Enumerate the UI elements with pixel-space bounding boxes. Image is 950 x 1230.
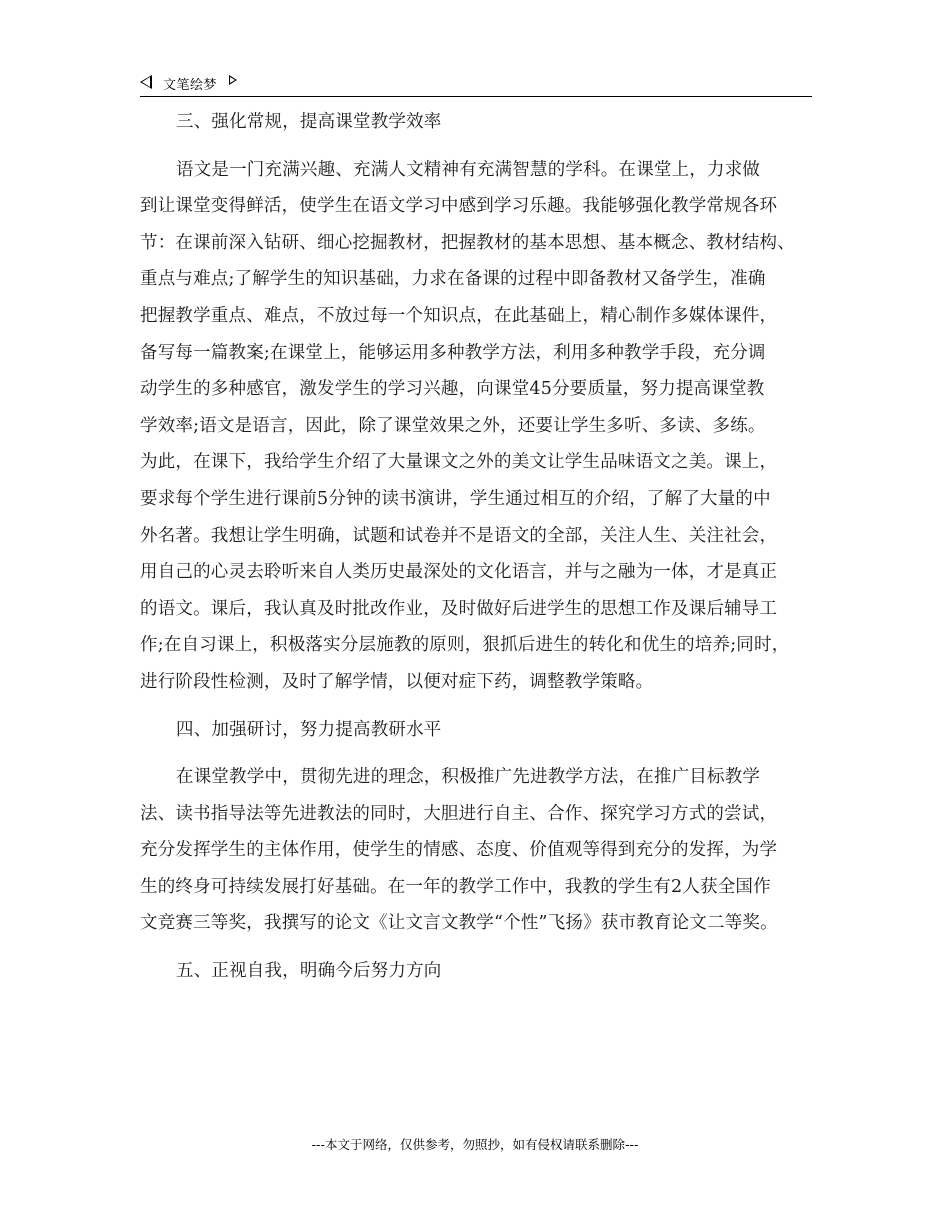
paragraph-line: 节：在课前深入钻研、细心挖掘教材，把握教材的基本思想、基本概念、教材结构、 (140, 232, 795, 253)
footer-disclaimer: ---本文于网络，仅供参考，勿照抄，如有侵权请联系删除--- (311, 1137, 639, 1152)
paragraph-line: 文竞赛三等奖，我撰写的论文《让文言文教学“个性”飞扬》获市教育论文二等奖。 (140, 913, 778, 934)
section-heading: 五、正视自我，明确今后努力方向 (176, 961, 442, 982)
paragraph-line: 作;在自习课上，积极落实分层施教的原则，狠抓后进生的转化和优生的培养;同时， (140, 635, 790, 656)
paragraph-line: 到让课堂变得鲜活，使学生在语文学习中感到学习乐趣。我能够强化教学常规各环 (140, 196, 778, 217)
triangle-left-icon (140, 75, 152, 89)
paragraph-line: 进行阶段性检测，及时了解学情，以便对症下药，调整教学策略。 (140, 671, 654, 692)
paragraph-line: 重点与难点;了解学生的知识基础，力求在备课的过程中即备教材又备学生，准确 (140, 269, 766, 290)
paragraph-line: 外名著。我想让学生明确，试题和试卷并不是语文的全部，关注人生、关注社会， (140, 525, 778, 546)
paragraph-line: 把握教学重点、难点，不放过每一个知识点，在此基础上，精心制作多媒体课件， (140, 305, 778, 326)
document-body (140, 104, 830, 990)
paragraph-line: 动学生的多种感官，激发学生的学习兴趣，向课堂45分要质量，努力提高课堂教 (140, 379, 765, 400)
paragraph-line: 要求每个学生进行课前5分钟的读书演讲，学生通过相互的介绍，了解了大量的中 (140, 488, 771, 509)
paragraph-line: 为此，在课下，我给学生介绍了大量课文之外的美文让学生品味语文之美。课上， (140, 452, 778, 473)
page-header (140, 72, 812, 97)
header-brand: 文笔绘梦 (163, 78, 218, 93)
section-heading: 三、强化常规，提高课堂教学效率 (176, 112, 442, 132)
section-heading: 四、加强研讨，努力提高教研水平 (176, 719, 442, 740)
paragraph-line: 充分发挥学生的主体作用，使学生的情感、态度、价值观等得到充分的发挥，为学 (140, 840, 778, 861)
paragraph-line: 在课堂教学中，贯彻先进的理念，积极推广先进教学方法，在推广目标教学 (176, 767, 761, 788)
paragraph-line: 的语文。课后，我认真及时批改作业，及时做好后进学生的思想工作及课后辅导工 (140, 598, 778, 619)
paragraph-line: 生的终身可持续发展打好基础。在一年的教学工作中，我教的学生有2人获全国作 (140, 876, 771, 897)
paragraph-line: 备写每一篇教案;在课堂上，能够运用多种教学方法，利用多种教学手段，充分调 (140, 342, 766, 363)
paragraph-line: 学效率;语文是语言，因此，除了课堂效果之外，还要让学生多听、多读、多练。 (140, 415, 766, 436)
paragraph-line: 用自己的心灵去聆听来自人类历史最深处的文化语言，并与之融为一体，才是真正 (140, 562, 778, 583)
paragraph-line: 法、读书指导法等先进教法的同时，大胆进行自主、合作、探究学习方式的尝试， (140, 803, 778, 824)
triangle-right-icon (229, 75, 237, 85)
paragraph-line: 语文是一门充满兴趣、充满人文精神有充满智慧的学科。在课堂上，力求做 (176, 159, 761, 180)
